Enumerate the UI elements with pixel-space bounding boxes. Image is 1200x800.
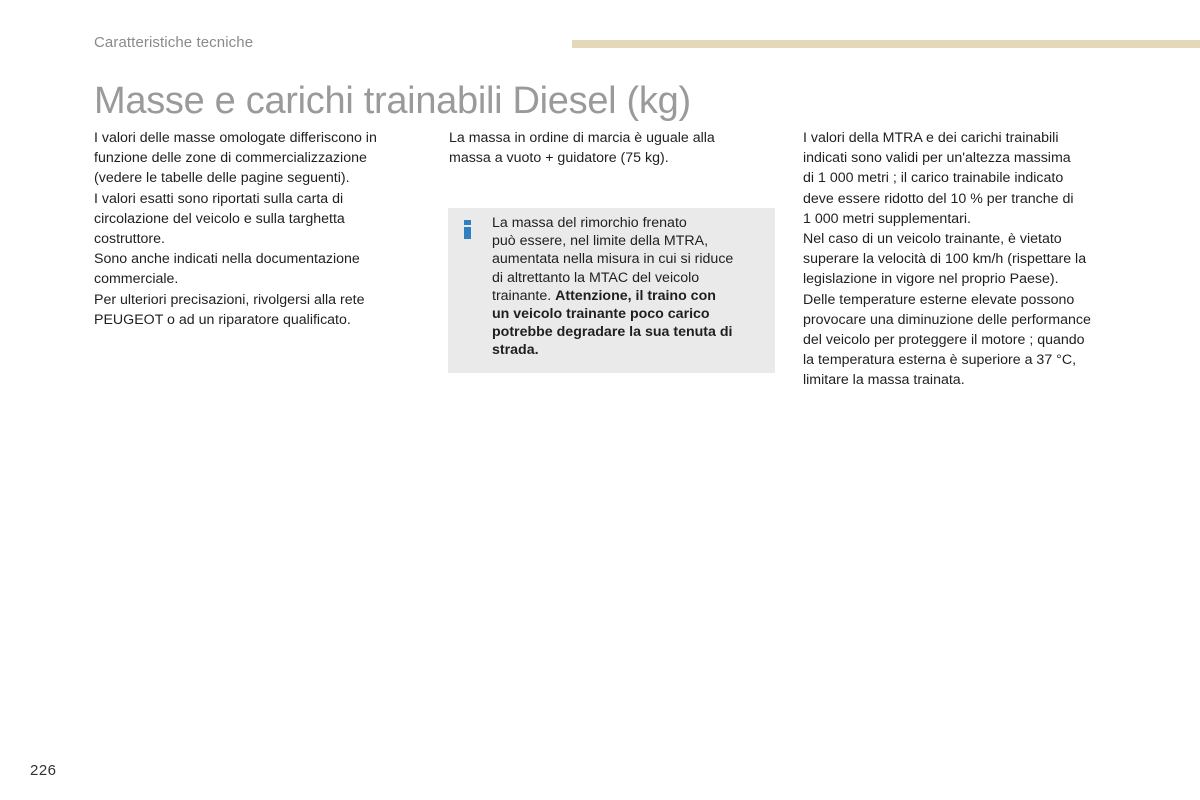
text-line: I valori esatti sono riportati sulla carta di bbox=[94, 190, 344, 207]
note-warning-text: strada. bbox=[492, 342, 539, 359]
text-line: costruttore. bbox=[94, 231, 165, 248]
text-line: funzione delle zone di commercializzazione bbox=[94, 150, 367, 167]
column-running-order-mass bbox=[449, 128, 749, 168]
text-line: I valori delle masse omologate differiscono in bbox=[94, 130, 377, 146]
text-line: PEUGEOT o ad un riparatore qualificato. bbox=[94, 311, 351, 328]
text-line: massa a vuoto + guidatore (75 kg). bbox=[449, 150, 669, 167]
text-line: Sono anche indicati nella documentazione bbox=[94, 251, 360, 268]
info-icon bbox=[463, 220, 472, 238]
text-line: Delle temperature esterne elevate possono bbox=[803, 291, 1075, 308]
text-line: (vedere le tabelle delle pagine seguenti). bbox=[94, 170, 350, 187]
column-masses-info bbox=[94, 128, 414, 330]
note-warning-start: Attenzione, il traino con bbox=[555, 287, 716, 304]
text-line: del veicolo per proteggere il motore ; quando bbox=[803, 332, 1085, 349]
text-line: di 1 000 metri ; il carico trainabile indicato bbox=[803, 170, 1064, 187]
note-warning-line bbox=[492, 341, 764, 359]
text-line: la temperatura esterna è superiore a 37 °C, bbox=[803, 352, 1077, 369]
page-title: Masse e carichi trainabili Diesel (kg) bbox=[94, 80, 691, 122]
note-warning-text: un veicolo trainante poco carico bbox=[492, 306, 710, 323]
text-line: I valori della MTRA e dei carichi trainabili bbox=[803, 130, 1059, 146]
text-line: limitare la massa trainata. bbox=[803, 372, 965, 389]
info-note-text bbox=[492, 214, 764, 360]
note-line: La massa del rimorchio frenato bbox=[492, 215, 687, 231]
note-warning-line bbox=[492, 323, 764, 341]
note-line-normal: trainante. bbox=[492, 287, 556, 304]
column-towing-limits bbox=[803, 128, 1133, 391]
section-header: Caratteristiche tecniche bbox=[94, 34, 254, 51]
info-icon-dot bbox=[464, 220, 471, 225]
text-line: deve essere ridotto del 10 % per tranche di bbox=[803, 190, 1074, 207]
info-note-box bbox=[448, 208, 775, 373]
header-accent-rule bbox=[572, 40, 1200, 48]
text-line: La massa in ordine di marcia è uguale alla bbox=[449, 130, 715, 146]
text-line: 1 000 metri supplementari. bbox=[803, 210, 971, 227]
text-line: Per ulteriori precisazioni, rivolgersi alla rete bbox=[94, 291, 365, 308]
note-line: aumentata nella misura in cui si riduce bbox=[492, 251, 734, 268]
note-line: di altrettanto la MTAC del veicolo bbox=[492, 269, 700, 286]
page-number: 226 bbox=[30, 762, 57, 779]
text-line: legislazione in vigore nel proprio Paese). bbox=[803, 271, 1059, 288]
text-line: commerciale. bbox=[94, 271, 179, 288]
note-warning-line bbox=[492, 305, 764, 323]
info-icon-bar bbox=[464, 227, 471, 239]
text-line: Nel caso di un veicolo trainante, è vietato bbox=[803, 231, 1062, 248]
note-line: può essere, nel limite della MTRA, bbox=[492, 233, 709, 250]
text-line: superare la velocità di 100 km/h (rispettare la bbox=[803, 251, 1087, 268]
text-line: provocare una diminuzione delle performance bbox=[803, 311, 1091, 328]
note-warning-text: potrebbe degradare la sua tenuta di bbox=[492, 324, 733, 341]
note-line bbox=[492, 287, 764, 305]
text-line: circolazione del veicolo e sulla targhetta bbox=[94, 210, 345, 227]
text-line: indicati sono validi per un'altezza massima bbox=[803, 150, 1071, 167]
